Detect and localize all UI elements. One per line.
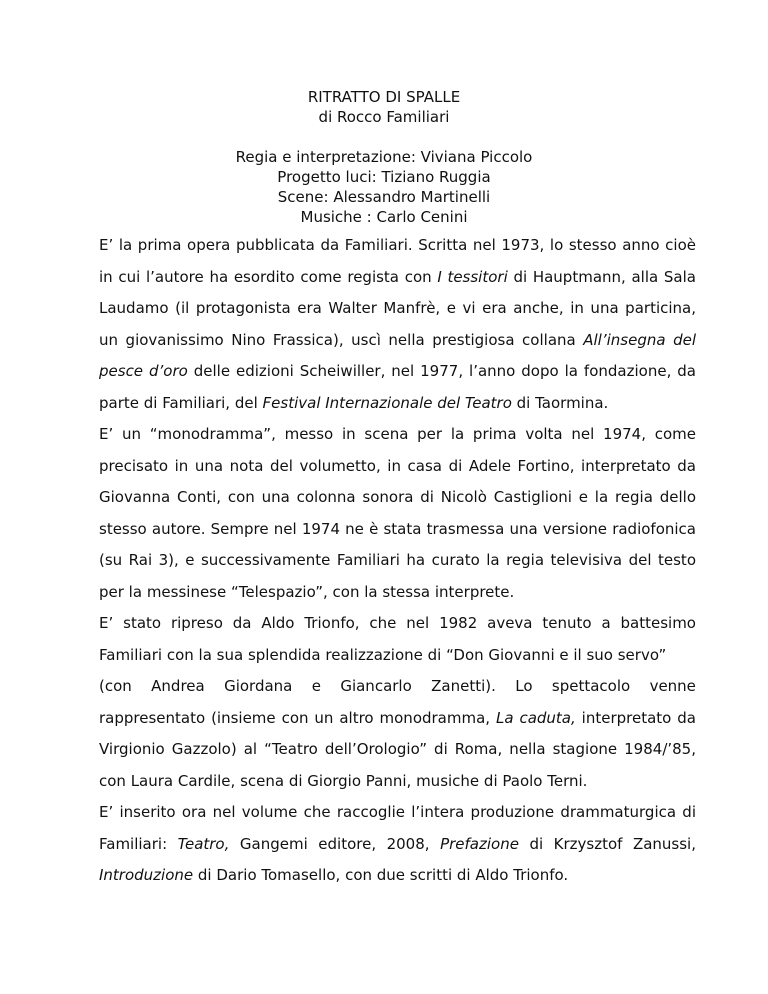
text-segment: di Dario Tomasello, con due scritti di Aldo Trionfo.: [193, 866, 569, 884]
paragraph-3-spread-line: [99, 671, 696, 703]
credit-lighting: Progetto luci: Tiziano Ruggia: [277, 168, 491, 186]
paragraph-3-part-2: [99, 703, 696, 798]
paragraph-2: [99, 419, 696, 608]
italic-title-festival: Festival Internazionale del Teatro: [262, 393, 512, 412]
paragraph-3-part-1: [99, 608, 696, 671]
body-text: [99, 230, 696, 892]
text-segment: E’ la prima opera pubblicata da Familiari. Scritta nel 1973, lo stesso anno cioè in cui l’autore ha esordito come regista con: [99, 236, 696, 286]
word: Giordana: [224, 677, 293, 695]
text-segment: delle edizioni Scheiwiller, nel 1977, l’anno dopo la fondazione, da parte di Familiari, del: [99, 362, 696, 412]
italic-title-i-tessitori: I tessitori: [437, 267, 508, 286]
italic-title-la-caduta: La caduta,: [495, 708, 576, 727]
word: e: [311, 677, 321, 695]
italic-prefazione: Prefazione: [440, 834, 519, 853]
word: (con: [99, 677, 132, 695]
document-author: di Rocco Familiari: [318, 108, 450, 126]
word: Zanetti).: [431, 677, 496, 695]
italic-title-teatro: Teatro,: [177, 834, 230, 853]
paragraph-4: [99, 797, 696, 892]
text-segment: E’ un “monodramma”, messo in scena per la prima volta nel 1974, come precisato in una nota del volumetto, in casa di Adele Fortino, interpretato da Giovanna Conti, con una colonna sonora di Nicolò Castiglioni e la regia dello stesso autore. Sempre nel 1974 ne è stata trasmessa una versione radiofonica (su Rai 3), e successivamente Familiari ha curato la regia televisiva del testo per la messinese “Telespazio”, con la stessa interprete.: [99, 425, 696, 601]
word: Andrea: [151, 677, 205, 695]
credit-direction: Regia e interpretazione: Viviana Piccolo: [235, 148, 533, 166]
word: Giancarlo: [340, 677, 412, 695]
text-segment: E’ stato ripreso da Aldo Trionfo, che nel 1982 aveva tenuto a battesimo Familiari con la sua splendida realizzazione di “Don Giovanni e il suo servo”: [99, 614, 696, 664]
paragraph-3: [99, 608, 696, 797]
text-segment: interpretato da Virgionio Gazzolo) al “Teatro dell’Orologio” di Roma, nella stagione 1984/’85, con Laura Cardile, scena di Giorgio Panni, musiche di Paolo Terni.: [99, 708, 696, 790]
text-segment: di Hauptmann, alla Sala Laudamo (il protagonista era Walter Manfrè, e vi era anche, in una particina, un giovanissimo Nino Frassica), uscì nella prestigiosa collana: [99, 267, 696, 349]
text-segment: Gangemi editore, 2008,: [229, 834, 441, 853]
italic-title-pesce-doro: All’insegna del pesce d’oro: [99, 330, 696, 380]
text-segment: di Krzysztof Zanussi,: [518, 834, 696, 853]
title-block: [0, 87, 768, 127]
document-title: RITRATTO DI SPALLE: [307, 88, 461, 106]
word: Lo: [515, 677, 533, 695]
text-segment: E’ inserito ora nel volume che raccoglie l’intera produzione drammaturgica di Familiari:: [99, 803, 696, 853]
credits-block: [0, 147, 768, 227]
italic-introduzione: Introduzione: [99, 866, 194, 884]
credit-scenes: Scene: Alessandro Martinelli: [277, 188, 491, 206]
word: venne: [649, 677, 696, 695]
paragraph-1: [99, 230, 696, 419]
word: spettacolo: [551, 677, 631, 695]
text-segment: di Taormina.: [511, 393, 609, 412]
credit-music: Musiche : Carlo Cenini: [300, 208, 468, 226]
text-segment: rappresentato (insieme con un altro monodramma,: [99, 708, 496, 727]
